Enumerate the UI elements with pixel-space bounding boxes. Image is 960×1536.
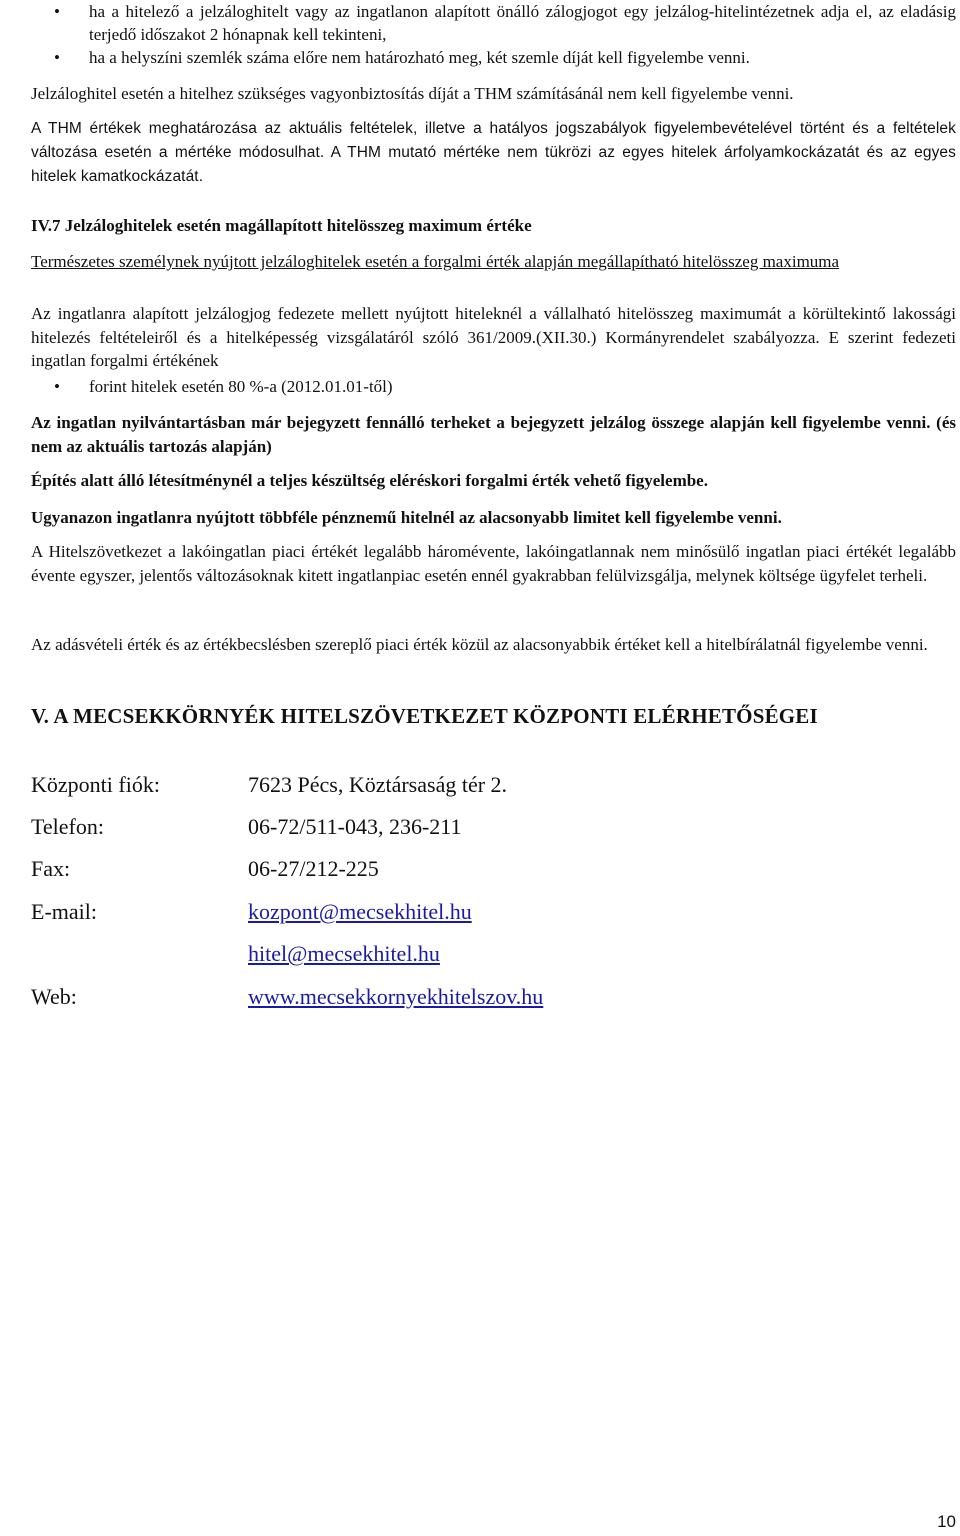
contact-row-central (31, 772, 507, 798)
contact-row-email (31, 899, 472, 925)
list-item (31, 375, 956, 399)
section-heading-v: V. A MECSEKKÖRNYÉK HITELSZÖVETKEZET KÖZPONTI ELÉRHETŐSÉGEI (31, 704, 818, 728)
bullet-icon: • (54, 2, 60, 21)
list-item (31, 0, 956, 46)
contact-row-fax (31, 856, 379, 882)
contact-label: Telefon: (31, 814, 104, 839)
section-heading-iv7: IV.7 Jelzáloghitelek esetén magállapított hitelösszeg maximum értéke (31, 216, 532, 235)
contact-value: 7623 Pécs, Köztársaság tér 2. (248, 772, 508, 797)
paragraph-insurance: Jelzáloghitel esetén a hitelhez szükséges vagyonbiztosítás díját a THM számításánál nem kell figyelembe venni. (31, 84, 794, 103)
list-item (31, 46, 956, 69)
list-item-text: forint hitelek esetén 80 %-a (2012.01.01-től) (89, 377, 393, 396)
contact-row-email-2 (31, 941, 440, 967)
contact-row-web (31, 984, 543, 1010)
list-item-text: ha a helyszíni szemlék száma előre nem határozható meg, két szemle díját kell figyelembe venni. (89, 48, 750, 67)
email-link-credit[interactable]: hitel@mecsekhitel.hu (248, 941, 440, 966)
email-link-central[interactable]: kozpont@mecsekhitel.hu (248, 899, 472, 924)
contact-value: 06-27/212-225 (248, 856, 379, 881)
website-link[interactable]: www.mecsekkornyekhitelszov.hu (248, 984, 544, 1009)
contact-label: Központi fiók: (31, 772, 160, 797)
paragraph-main: Az ingatlanra alapított jelzálogjog fedezete mellett nyújtott hiteleknél a vállalható hitelösszeg maximumát a körültekintő lakossági hitelezés feltételeiről és a hitelképesség vizsgálatáról szóló 361/2009.(XII.30.) Kormányrendelet szabályozza. E szerint fedezeti ingatlan forgalmi értékének (31, 304, 956, 370)
list-item-text: ha a hitelező a jelzáloghitelt vagy az ingatlanon alapított önálló zálogjogot egy jelzálog-hitelintézetnek adja el, az eladásig terjedő időszakot 2 hónapnak kell tekinteni, (89, 2, 956, 44)
paragraph-valuation: A Hitelszövetkezet a lakóingatlan piaci értékét legalább háromévente, lakóingatlannak nem minősülő ingatlan piaci értékét legalább évente egyszer, jelentős változásoknak kitett ingatlanpiac esetén ennél gyakrabban felülvizsgálja, melynek költsége ügyfelet terheli. (31, 542, 956, 585)
paragraph-thm: A THM értékek meghatározása az aktuális feltételek, illetve a hatályos jogszabályok figyelembevételével történt és a feltételek változása esetén a mértéke módosulhat. A THM mutató mértéke nem tükrözi az egyes hitelek árfolyamkockázatát és az egyes hitelek kamatkockázatát. (31, 120, 956, 185)
contact-value: 06-72/511-043, 236-211 (248, 814, 462, 839)
page-number: 10 (937, 1512, 956, 1531)
contact-row-phone (31, 814, 461, 840)
paragraph-sale-value: Az adásvételi érték és az értékbecslésben szereplő piaci érték közül az alacsonyabbik értéket kell a hitelbírálatnál figyelembe venni. (31, 635, 928, 654)
contact-label: E-mail: (31, 899, 97, 924)
section-subheading: Természetes személynek nyújtott jelzáloghitelek esetén a forgalmi érték alapján megállapítható hitelösszeg maximuma (31, 252, 840, 271)
bullet-icon: • (54, 48, 60, 67)
paragraph-bold-currency: Ugyanazon ingatlanra nyújtott többféle pénznemű hitelnél az alacsonyabb limitet kell figyelembe venni. (31, 508, 782, 527)
bullet-icon: • (54, 377, 60, 396)
contact-label: Web: (31, 984, 77, 1009)
contact-label: Fax: (31, 856, 71, 881)
top-bullet-list (31, 0, 956, 69)
paragraph-bold-construction: Építés alatt álló létesítménynél a teljes készültség eléréskori forgalmi érték vehető figyelembe. (31, 471, 708, 490)
forint-bullet (31, 375, 956, 399)
paragraph-bold-encumbrance: Az ingatlan nyilvántartásban már bejegyzett fennálló terheket a bejegyzett jelzálog összege alapján kell figyelembe venni. (és nem az aktuális tartozás alapján) (31, 413, 956, 456)
